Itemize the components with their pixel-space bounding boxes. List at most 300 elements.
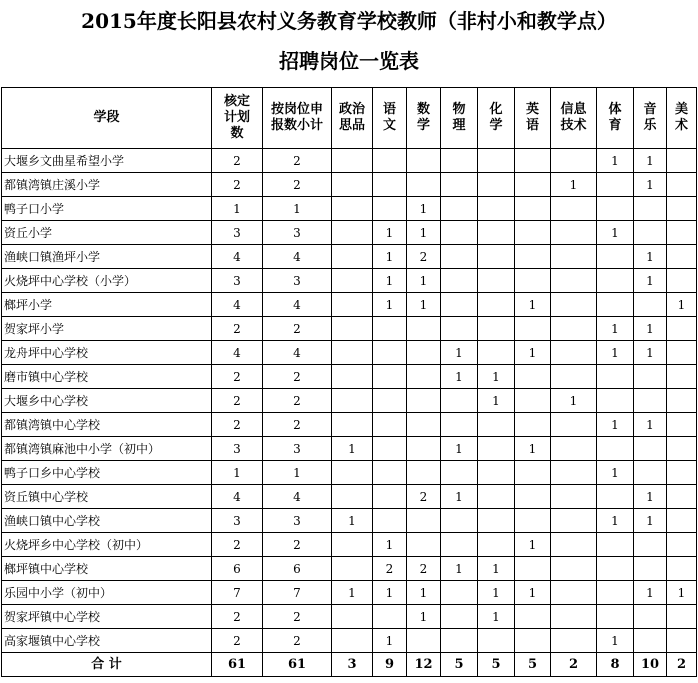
header-it: 信息技术 (551, 88, 597, 149)
cell-physics (441, 173, 478, 197)
table-row (2, 149, 697, 173)
cell-art (667, 221, 697, 245)
header-art: 美术 (667, 88, 697, 149)
cell-pe (597, 533, 634, 557)
cell-plan: 1 (212, 461, 263, 485)
header-math: 数学 (407, 88, 441, 149)
cell-chemistry (478, 149, 515, 173)
cell-chinese (373, 365, 407, 389)
cell-music (634, 365, 667, 389)
cell-english: 1 (515, 341, 551, 365)
cell-pe (597, 269, 634, 293)
cell-plan: 2 (212, 413, 263, 437)
cell-math (407, 509, 441, 533)
cell-report: 1 (263, 197, 332, 221)
document-title: 2015年度长阳县农村义务教育学校教师（非村小和教学点） (81, 9, 617, 33)
cell-chinese: 1 (373, 533, 407, 557)
cell-math (407, 533, 441, 557)
cell-music: 1 (634, 269, 667, 293)
table-row (2, 485, 697, 509)
cell-plan: 3 (212, 509, 263, 533)
cell-art (667, 605, 697, 629)
cell-report: 3 (263, 221, 332, 245)
cell-politics: 1 (332, 509, 373, 533)
cell-art (667, 485, 697, 509)
cell-english (515, 221, 551, 245)
cell-plan: 2 (212, 533, 263, 557)
cell-report: 2 (263, 317, 332, 341)
cell-math: 2 (407, 557, 441, 581)
cell-school: 龙舟坪中心学校 (2, 341, 212, 365)
cell-english (515, 245, 551, 269)
cell-politics (332, 629, 373, 653)
cell-plan: 2 (212, 629, 263, 653)
table-row (2, 581, 697, 605)
total-chinese: 9 (373, 653, 407, 677)
cell-report: 2 (263, 173, 332, 197)
total-math: 12 (407, 653, 441, 677)
table-row (2, 389, 697, 413)
cell-school: 大堰乡中心学校 (2, 389, 212, 413)
cell-art (667, 317, 697, 341)
cell-music (634, 461, 667, 485)
cell-school: 磨市镇中心学校 (2, 365, 212, 389)
cell-english (515, 485, 551, 509)
total-report: 61 (263, 653, 332, 677)
cell-physics (441, 197, 478, 221)
cell-report: 2 (263, 629, 332, 653)
cell-plan: 6 (212, 557, 263, 581)
cell-chemistry (478, 221, 515, 245)
cell-music: 1 (634, 173, 667, 197)
cell-physics: 1 (441, 365, 478, 389)
cell-physics (441, 149, 478, 173)
cell-plan: 2 (212, 149, 263, 173)
cell-report: 6 (263, 557, 332, 581)
cell-english (515, 509, 551, 533)
header-politics: 政治思品 (332, 88, 373, 149)
cell-english (515, 389, 551, 413)
cell-math: 2 (407, 485, 441, 509)
cell-math (407, 365, 441, 389)
cell-school: 火烧坪乡中心学校（初中） (2, 533, 212, 557)
cell-it (551, 245, 597, 269)
cell-physics (441, 245, 478, 269)
cell-physics (441, 629, 478, 653)
cell-school: 高家堰镇中心学校 (2, 629, 212, 653)
cell-music: 1 (634, 149, 667, 173)
cell-physics (441, 509, 478, 533)
cell-chemistry (478, 341, 515, 365)
cell-math (407, 149, 441, 173)
table-row (2, 533, 697, 557)
cell-it (551, 269, 597, 293)
cell-math (407, 317, 441, 341)
cell-report: 3 (263, 509, 332, 533)
cell-plan: 2 (212, 389, 263, 413)
cell-chinese (373, 389, 407, 413)
cell-chinese: 1 (373, 629, 407, 653)
cell-school: 鸭子口小学 (2, 197, 212, 221)
cell-physics (441, 317, 478, 341)
total-plan: 61 (212, 653, 263, 677)
cell-report: 1 (263, 461, 332, 485)
cell-politics: 1 (332, 581, 373, 605)
cell-plan: 3 (212, 221, 263, 245)
cell-physics (441, 605, 478, 629)
cell-report: 2 (263, 365, 332, 389)
cell-plan: 1 (212, 197, 263, 221)
total-art: 2 (667, 653, 697, 677)
cell-politics (332, 221, 373, 245)
cell-school: 大堰乡文曲星希望小学 (2, 149, 212, 173)
cell-english (515, 557, 551, 581)
cell-pe (597, 605, 634, 629)
cell-politics (332, 197, 373, 221)
cell-english (515, 413, 551, 437)
cell-politics (332, 173, 373, 197)
table-row (2, 629, 697, 653)
cell-it (551, 581, 597, 605)
cell-math (407, 173, 441, 197)
total-chemistry: 5 (478, 653, 515, 677)
cell-pe: 1 (597, 461, 634, 485)
cell-physics (441, 389, 478, 413)
cell-english: 1 (515, 293, 551, 317)
total-row (2, 653, 697, 677)
cell-report: 2 (263, 533, 332, 557)
cell-art (667, 629, 697, 653)
cell-it: 1 (551, 173, 597, 197)
cell-pe (597, 557, 634, 581)
total-label: 合 计 (2, 653, 212, 677)
cell-politics (332, 485, 373, 509)
cell-report: 4 (263, 341, 332, 365)
cell-plan: 7 (212, 581, 263, 605)
cell-school: 榔坪小学 (2, 293, 212, 317)
cell-chemistry (478, 317, 515, 341)
cell-it (551, 221, 597, 245)
table-row (2, 365, 697, 389)
cell-english (515, 269, 551, 293)
table-row (2, 293, 697, 317)
cell-music: 1 (634, 341, 667, 365)
cell-math (407, 437, 441, 461)
cell-chemistry: 1 (478, 581, 515, 605)
cell-english (515, 365, 551, 389)
table-row (2, 461, 697, 485)
cell-chemistry (478, 485, 515, 509)
cell-it (551, 533, 597, 557)
cell-it (551, 605, 597, 629)
cell-chemistry (478, 269, 515, 293)
cell-politics (332, 317, 373, 341)
cell-chinese (373, 197, 407, 221)
cell-math (407, 629, 441, 653)
cell-chinese (373, 509, 407, 533)
cell-chinese: 1 (373, 581, 407, 605)
cell-pe (597, 197, 634, 221)
cell-chemistry: 1 (478, 605, 515, 629)
header-row (2, 88, 697, 149)
cell-math: 1 (407, 221, 441, 245)
cell-pe (597, 245, 634, 269)
cell-politics (332, 557, 373, 581)
cell-music (634, 293, 667, 317)
cell-chinese: 1 (373, 221, 407, 245)
cell-music (634, 221, 667, 245)
cell-pe: 1 (597, 221, 634, 245)
cell-music: 1 (634, 581, 667, 605)
cell-school: 渔峡口镇中心学校 (2, 509, 212, 533)
cell-math (407, 413, 441, 437)
cell-report: 2 (263, 413, 332, 437)
cell-plan: 2 (212, 317, 263, 341)
cell-physics (441, 293, 478, 317)
cell-physics: 1 (441, 437, 478, 461)
cell-school: 都镇湾镇中心学校 (2, 413, 212, 437)
cell-music: 1 (634, 317, 667, 341)
cell-art (667, 413, 697, 437)
table-row (2, 413, 697, 437)
cell-plan: 4 (212, 293, 263, 317)
cell-chemistry (478, 197, 515, 221)
header-pe: 体育 (597, 88, 634, 149)
cell-chemistry (478, 509, 515, 533)
cell-math: 1 (407, 605, 441, 629)
cell-school: 贺家坪小学 (2, 317, 212, 341)
cell-school: 资丘镇中心学校 (2, 485, 212, 509)
cell-pe (597, 173, 634, 197)
total-politics: 3 (332, 653, 373, 677)
table-row (2, 557, 697, 581)
cell-it (551, 293, 597, 317)
cell-politics: 1 (332, 437, 373, 461)
cell-report: 4 (263, 245, 332, 269)
cell-school: 火烧坪中心学校（小学） (2, 269, 212, 293)
cell-music (634, 557, 667, 581)
cell-pe (597, 581, 634, 605)
cell-chinese (373, 605, 407, 629)
cell-pe (597, 365, 634, 389)
cell-report: 7 (263, 581, 332, 605)
cell-it (551, 437, 597, 461)
cell-plan: 4 (212, 341, 263, 365)
cell-chemistry (478, 173, 515, 197)
cell-math (407, 341, 441, 365)
cell-chinese (373, 461, 407, 485)
table-row (2, 173, 697, 197)
cell-math: 1 (407, 581, 441, 605)
cell-pe (597, 293, 634, 317)
cell-politics (332, 533, 373, 557)
cell-art (667, 341, 697, 365)
cell-it (551, 149, 597, 173)
cell-art (667, 197, 697, 221)
cell-pe: 1 (597, 509, 634, 533)
cell-art: 1 (667, 293, 697, 317)
cell-physics (441, 221, 478, 245)
header-chemistry: 化学 (478, 88, 515, 149)
cell-school: 资丘小学 (2, 221, 212, 245)
cell-english: 1 (515, 437, 551, 461)
table-row (2, 317, 697, 341)
total-physics: 5 (441, 653, 478, 677)
cell-politics (332, 245, 373, 269)
cell-art (667, 149, 697, 173)
cell-chinese (373, 173, 407, 197)
cell-politics (332, 605, 373, 629)
cell-politics (332, 389, 373, 413)
cell-plan: 4 (212, 245, 263, 269)
cell-chinese: 1 (373, 245, 407, 269)
cell-it (551, 317, 597, 341)
header-school: 学段 (2, 88, 212, 149)
cell-school: 乐园中小学（初中） (2, 581, 212, 605)
cell-english (515, 173, 551, 197)
cell-physics: 1 (441, 341, 478, 365)
cell-school: 贺家坪镇中心学校 (2, 605, 212, 629)
cell-report: 2 (263, 605, 332, 629)
cell-physics (441, 533, 478, 557)
cell-physics: 1 (441, 485, 478, 509)
cell-politics (332, 413, 373, 437)
cell-chemistry (478, 437, 515, 461)
cell-art (667, 269, 697, 293)
cell-english (515, 605, 551, 629)
cell-it (551, 365, 597, 389)
cell-pe: 1 (597, 149, 634, 173)
cell-english (515, 629, 551, 653)
cell-music (634, 533, 667, 557)
cell-english: 1 (515, 581, 551, 605)
cell-math: 1 (407, 269, 441, 293)
cell-plan: 4 (212, 485, 263, 509)
cell-chemistry (478, 413, 515, 437)
header-english: 英语 (515, 88, 551, 149)
cell-report: 3 (263, 269, 332, 293)
cell-music: 1 (634, 413, 667, 437)
cell-pe: 1 (597, 413, 634, 437)
table-row (2, 509, 697, 533)
cell-it (551, 629, 597, 653)
cell-report: 4 (263, 485, 332, 509)
cell-school: 榔坪镇中心学校 (2, 557, 212, 581)
cell-report: 2 (263, 149, 332, 173)
document-subtitle: 招聘岗位一览表 (279, 49, 419, 73)
cell-pe (597, 485, 634, 509)
cell-art (667, 365, 697, 389)
cell-math: 2 (407, 245, 441, 269)
cell-report: 2 (263, 389, 332, 413)
cell-chinese (373, 485, 407, 509)
cell-art (667, 437, 697, 461)
total-music: 10 (634, 653, 667, 677)
cell-plan: 3 (212, 437, 263, 461)
cell-english (515, 149, 551, 173)
cell-math (407, 461, 441, 485)
cell-art (667, 173, 697, 197)
cell-report: 3 (263, 437, 332, 461)
cell-politics (332, 461, 373, 485)
cell-physics: 1 (441, 557, 478, 581)
cell-chemistry: 1 (478, 389, 515, 413)
header-music: 音乐 (634, 88, 667, 149)
cell-pe: 1 (597, 629, 634, 653)
cell-school: 鸭子口乡中心学校 (2, 461, 212, 485)
cell-pe (597, 389, 634, 413)
cell-math: 1 (407, 197, 441, 221)
cell-art (667, 509, 697, 533)
cell-it (551, 509, 597, 533)
cell-music (634, 629, 667, 653)
cell-physics (441, 413, 478, 437)
total-pe: 8 (597, 653, 634, 677)
cell-plan: 2 (212, 365, 263, 389)
cell-school: 渔峡口镇渔坪小学 (2, 245, 212, 269)
cell-it (551, 557, 597, 581)
cell-art (667, 245, 697, 269)
cell-math (407, 389, 441, 413)
cell-it: 1 (551, 389, 597, 413)
cell-art (667, 461, 697, 485)
cell-art: 1 (667, 581, 697, 605)
cell-chemistry: 1 (478, 557, 515, 581)
cell-chemistry (478, 461, 515, 485)
cell-chinese: 1 (373, 269, 407, 293)
header-plan: 核定计划数 (212, 88, 263, 149)
cell-pe: 1 (597, 317, 634, 341)
table-row (2, 269, 697, 293)
cell-music (634, 197, 667, 221)
cell-math: 1 (407, 293, 441, 317)
cell-english (515, 197, 551, 221)
cell-chinese (373, 149, 407, 173)
cell-politics (332, 365, 373, 389)
cell-music (634, 389, 667, 413)
cell-it (551, 197, 597, 221)
cell-plan: 2 (212, 173, 263, 197)
cell-chemistry (478, 293, 515, 317)
cell-plan: 3 (212, 269, 263, 293)
cell-physics (441, 461, 478, 485)
total-it: 2 (551, 653, 597, 677)
table-row (2, 221, 697, 245)
cell-music (634, 437, 667, 461)
cell-music (634, 605, 667, 629)
cell-physics (441, 581, 478, 605)
recruitment-table (1, 87, 697, 677)
cell-chinese: 1 (373, 293, 407, 317)
cell-chinese (373, 341, 407, 365)
header-physics: 物理 (441, 88, 478, 149)
cell-chinese (373, 437, 407, 461)
cell-chinese: 2 (373, 557, 407, 581)
cell-politics (332, 149, 373, 173)
cell-chinese (373, 317, 407, 341)
cell-english: 1 (515, 533, 551, 557)
header-report: 按岗位申报数小计 (263, 88, 332, 149)
cell-english (515, 317, 551, 341)
cell-chemistry (478, 245, 515, 269)
cell-politics (332, 269, 373, 293)
cell-pe: 1 (597, 341, 634, 365)
cell-music: 1 (634, 509, 667, 533)
cell-it (551, 413, 597, 437)
cell-chemistry (478, 533, 515, 557)
table-row (2, 341, 697, 365)
cell-it (551, 485, 597, 509)
